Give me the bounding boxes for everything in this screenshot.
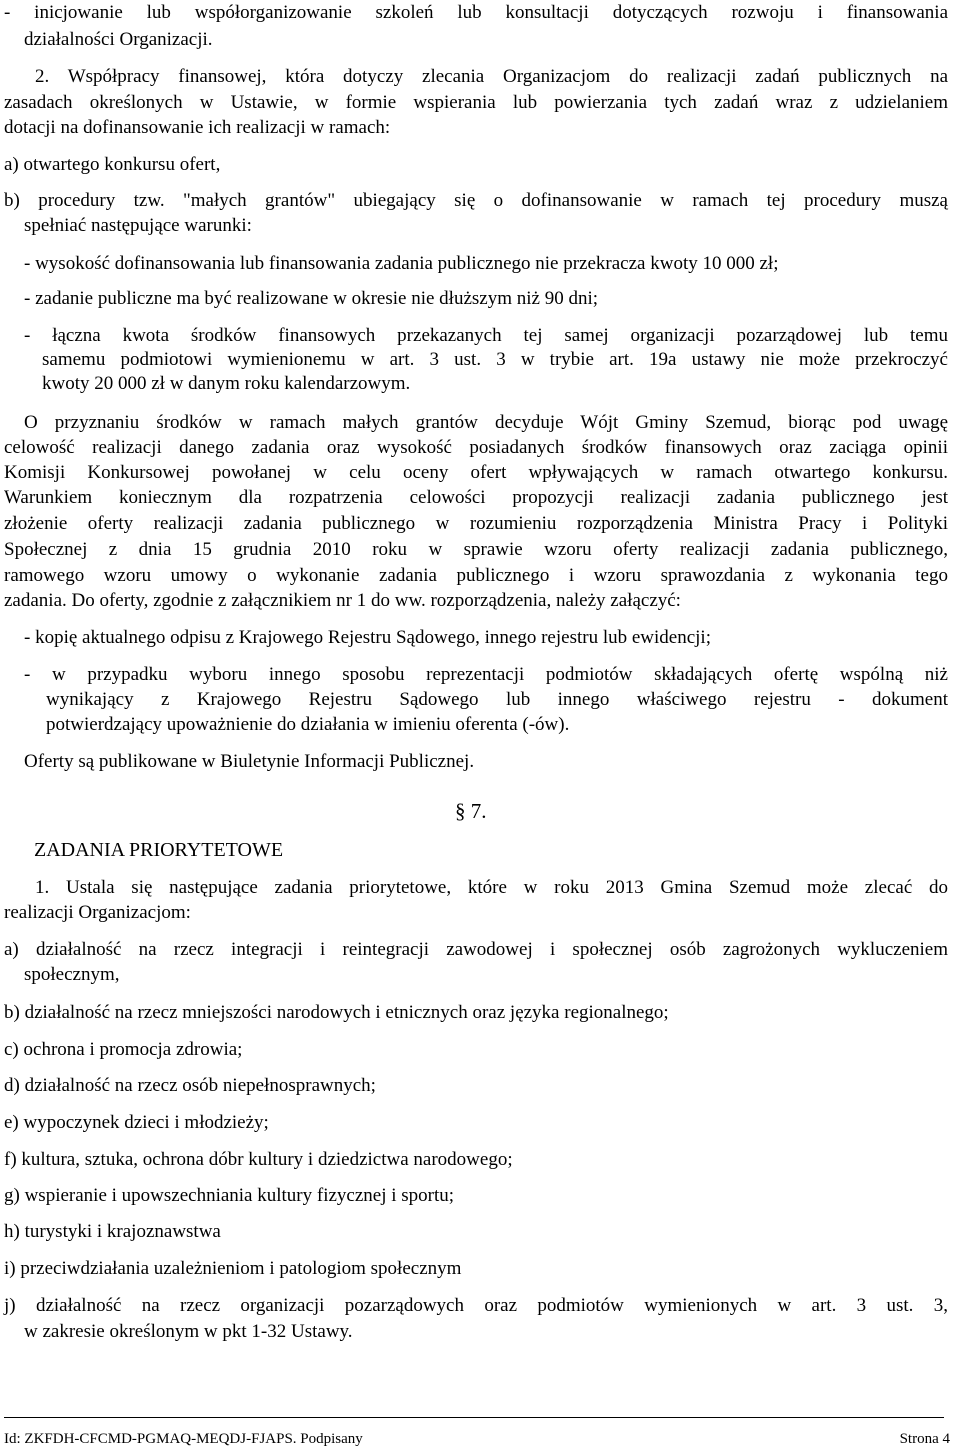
paragraph-line: celowość realizacji danego zadania oraz wysokość posiadanych środków finansowych oraz zaciąga opinii bbox=[4, 437, 948, 458]
paragraph-line: dotacji na dofinansowanie ich realizacji w ramach: bbox=[4, 117, 391, 138]
paragraph-line: zadania. Do oferty, zgodnie z załącznikiem nr 1 do ww. rozporządzenia, należy załączyć: bbox=[4, 590, 681, 611]
attachment-item: - w przypadku wyboru innego sposobu reprezentacji podmiotów składających ofertę wspólną niż bbox=[24, 664, 948, 685]
section-heading: ZADANIA PRIORYTETOWE bbox=[34, 839, 284, 861]
paragraph-line: Komisji Konkursowej powołanej w celu oceny ofert wpływających w ramach otwartego konkursu. bbox=[4, 462, 948, 483]
condition-item: - wysokość dofinansowania lub finansowania zadania publicznego nie przekracza kwoty 10 000 zł; bbox=[24, 253, 779, 274]
priority-item-continuation: społecznym, bbox=[24, 964, 120, 985]
footer-page-number: Strona 4 bbox=[899, 1431, 950, 1447]
priority-item: f) kultura, sztuka, ochrona dóbr kultury i dziedzictwa narodowego; bbox=[4, 1149, 513, 1170]
priority-item: j) działalność na rzecz organizacji pozarządowych oraz podmiotów wymienionych w art. 3 ust. 3, bbox=[4, 1295, 948, 1316]
list-item: a) otwartego konkursu ofert, bbox=[4, 154, 221, 175]
priority-item: b) działalność na rzecz mniejszości narodowych i etnicznych oraz języka regionalnego; bbox=[4, 1002, 669, 1023]
list-item-continuation: działalności Organizacji. bbox=[24, 29, 213, 50]
priority-item-continuation: w zakresie określonym w pkt 1-32 Ustawy. bbox=[24, 1321, 353, 1342]
attachment-item: - kopię aktualnego odpisu z Krajowego Rejestru Sądowego, innego rejestru lub ewidencji; bbox=[24, 627, 711, 648]
paragraph-line: Społecznej z dnia 15 grudnia 2010 roku w sprawie wzoru oferty realizacji zadania publicznego, bbox=[4, 539, 948, 560]
priority-item: e) wypoczynek dzieci i młodzieży; bbox=[4, 1112, 269, 1133]
paragraph-line: 1. Ustala się następujące zadania priorytetowe, które w roku 2013 Gmina Szemud może zlecać do bbox=[35, 877, 948, 898]
condition-item: - łączna kwota środków finansowych przekazanych tej samej organizacji pozarządowej lub temu bbox=[24, 325, 948, 346]
priority-item: g) wspieranie i upowszechniania kultury fizycznej i sportu; bbox=[4, 1185, 455, 1206]
paragraph-line: Warunkiem koniecznym dla rozpatrzenia celowości propozycji realizacji zadania publicznego jest bbox=[4, 487, 948, 508]
paragraph-line: złożenie oferty realizacji zadania publicznego w rozumieniu rozporządzenia Ministra Pracy i Polityki bbox=[4, 513, 948, 534]
priority-item: h) turystyki i krajoznawstwa bbox=[4, 1221, 221, 1242]
paragraph-line: O przyznaniu środków w ramach małych grantów decyduje Wójt Gminy Szemud, biorąc pod uwagę bbox=[24, 412, 948, 433]
list-item-continuation: spełniać następujące warunki: bbox=[24, 215, 252, 236]
condition-item: - zadanie publiczne ma być realizowane w okresie nie dłuższym niż 90 dni; bbox=[24, 288, 598, 309]
paragraph-line: zasadach określonych w Ustawie, w formie wspierania lub powierzania tych zadań wraz z udzielaniem bbox=[4, 92, 948, 113]
priority-item: a) działalność na rzecz integracji i reintegracji zawodowej i społecznej osób zagrożonych wykluczeniem bbox=[4, 939, 948, 960]
footer-document-id: Id: ZKFDH-CFCMD-PGMAQ-MEQDJ-FJAPS. Podpisany bbox=[4, 1431, 363, 1447]
paragraph-line: ramowego wzoru umowy o wykonanie zadania publicznego i wzoru sprawozdania z wykonania tego bbox=[4, 565, 948, 586]
list-item: b) procedury tzw. "małych grantów" ubiegający się o dofinansowanie w ramach tej procedury muszą bbox=[4, 190, 948, 211]
publication-note: Oferty są publikowane w Biuletynie Informacji Publicznej. bbox=[24, 751, 475, 772]
attachment-item-continuation: potwierdzający upoważnienie do działania w imieniu oferenta (-ów). bbox=[46, 714, 570, 735]
paragraph-line: 2. Współpracy finansowej, która dotyczy zlecania Organizacjom do realizacji zadań publicznych na bbox=[35, 66, 948, 87]
priority-item: d) działalność na rzecz osób niepełnosprawnych; bbox=[4, 1075, 376, 1096]
attachment-item-continuation: wynikający z Krajowego Rejestru Sądowego lub innego właściwego rejestru - dokument bbox=[46, 689, 948, 710]
footer-rule bbox=[4, 1417, 944, 1418]
paragraph-line: realizacji Organizacjom: bbox=[4, 902, 191, 923]
condition-item-continuation: samemu podmiotowi wymienionemu w art. 3 ust. 3 w trybie art. 19a ustawy nie może przekroczyć bbox=[42, 349, 948, 370]
priority-item: c) ochrona i promocja zdrowia; bbox=[4, 1039, 243, 1060]
priority-item: i) przeciwdziałania uzależnieniom i patologiom społecznym bbox=[4, 1258, 462, 1279]
condition-item-continuation: kwoty 20 000 zł w danym roku kalendarzowym. bbox=[42, 373, 411, 394]
list-item: - inicjowanie lub współorganizowanie szkoleń lub konsultacji dotyczących rozwoju i finansowania bbox=[4, 2, 948, 23]
section-number: § 7. bbox=[455, 799, 487, 823]
